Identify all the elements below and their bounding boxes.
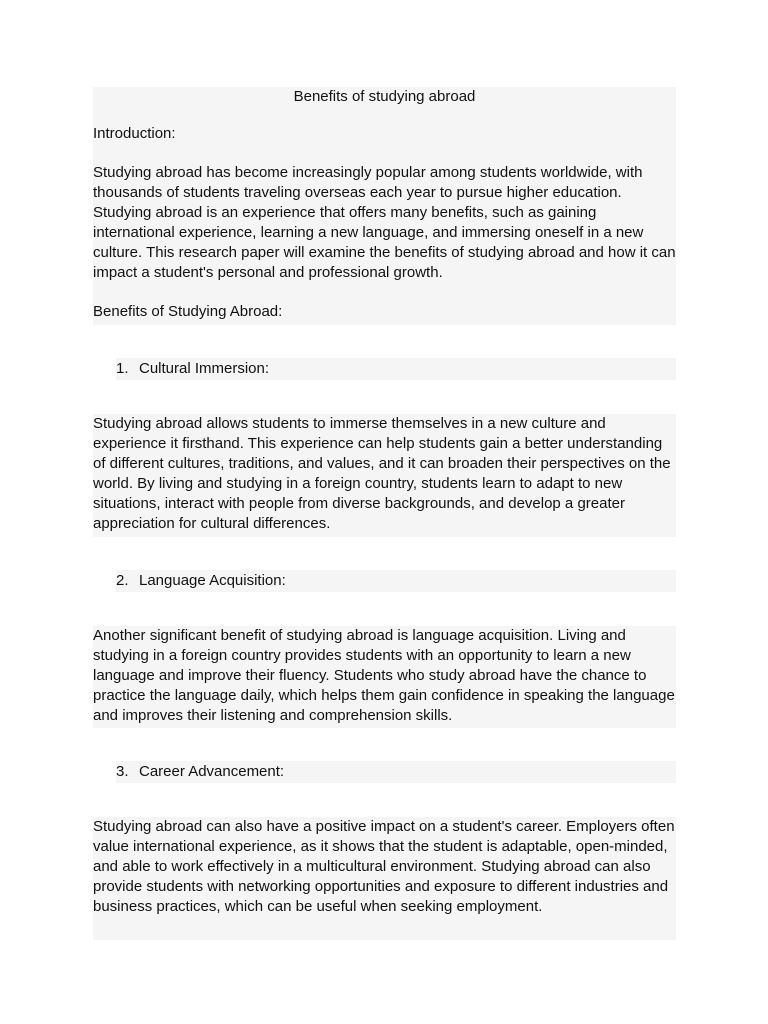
list-heading: Cultural Immersion:	[139, 360, 270, 377]
list-item-language-acquisition	[116, 570, 676, 592]
intro-paragraph: Studying abroad has become increasingly popular among students worldwide, with thousands of students traveling overseas each year to pursue higher education. Studying abroad is an experience that offers many benefits, such as gaining international experience, learning a new language, and immersing oneself in a new culture. This research paper will examine the benefits of studying abroad and how it can impact a student's personal and professional growth.	[93, 164, 676, 281]
benefits-heading: Benefits of Studying Abroad:	[93, 303, 283, 320]
list-number: 2.	[116, 572, 129, 589]
section-paragraph-cultural-immersion	[93, 414, 676, 537]
document-title: Benefits of studying abroad	[293, 88, 476, 105]
list-item-cultural-immersion	[116, 358, 676, 380]
list-number: 3.	[116, 763, 129, 780]
paragraph-text: Another significant benefit of studying abroad is language acquisition. Living and studying in a foreign country provides students with an opportunity to learn a new language and improve their fluency. Students who study abroad have the chance to practice the language daily, which helps them gain confidence in speaking the language and improves their listening and comprehension skills.	[93, 627, 675, 724]
paragraph-text: Studying abroad allows students to immerse themselves in a new culture and experience it firsthand. This experience can help students gain a better understanding of different cultures, traditions, and values, and it can broaden their perspectives on the world. By living and studying in a foreign country, students learn to adapt to new situations, interact with people from diverse backgrounds, and develop a greater appreciation for cultural differences.	[93, 415, 671, 532]
list-item-career-advancement	[116, 761, 676, 783]
list-number: 1.	[116, 360, 129, 377]
section-paragraph-career-advancement	[93, 817, 676, 940]
paragraph-text: Studying abroad can also have a positive impact on a student's career. Employers often value international experience, as it shows that the student is adaptable, open-minded, and able to work effectively in a multicultural environment. Studying abroad can also provide students with networking opportunities and exposure to different industries and business practices, which can be useful when seeking employment.	[93, 818, 675, 915]
list-heading: Language Acquisition:	[139, 572, 286, 589]
intro-heading: Introduction:	[93, 125, 176, 142]
intro-block	[93, 87, 676, 325]
section-paragraph-language-acquisition	[93, 626, 676, 728]
list-heading: Career Advancement:	[139, 763, 285, 780]
